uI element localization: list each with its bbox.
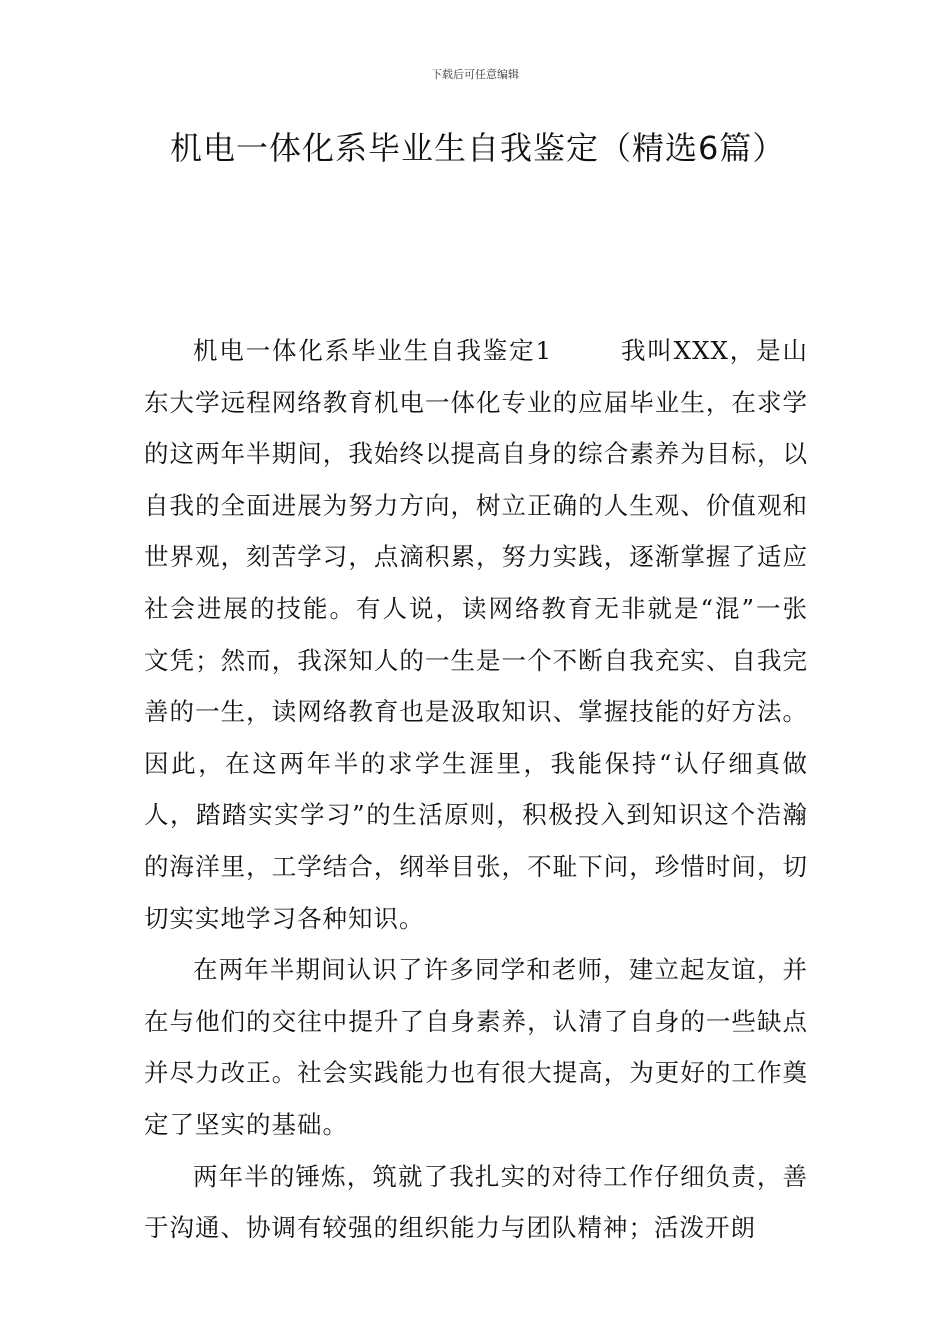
section-heading: 机电一体化系毕业生自我鉴定1 bbox=[193, 336, 553, 365]
paragraph-1-text: 我叫XXX，是山东大学远程网络教育机电一体化专业的应届毕业生，在求学的这两年半期间，我始终以提高自身的综合素养为目标，以自我的全面进展为努力方向，树立正确的人生观、价值观和世界观，刻苦学习，点滴积累，努力实践，逐渐掌握了适应社会进展的技能。有人说，读网络教育无非就是“混”一张文凭；然而，我深知人的一生是一个不断自我充实、自我完善的一生，读网络教育也是汲取知识、掌握技能的好方法。因此，在这两年半的求学生涯里，我能保持“认仔细真做人，踏踏实实学习”的生活原则，积极投入到知识这个浩瀚的海洋里，工学结合，纲举目张，不耻下问，珍惜时间，切切实实地学习各种知识。 bbox=[144, 336, 808, 933]
document-body bbox=[144, 325, 808, 1254]
document-title: 机电一体化系毕业生自我鉴定（精选6篇） bbox=[170, 129, 786, 167]
paragraph-3: 两年半的锤炼，筑就了我扎实的对待工作仔细负责，善于沟通、协调有较强的组织能力与团队精神；活泼开朗 bbox=[144, 1161, 808, 1243]
header-note: 下载后可任意编辑 bbox=[431, 68, 519, 81]
paragraph-2: 在两年半期间认识了许多同学和老师，建立起友谊，并在与他们的交往中提升了自身素养，认清了自身的一些缺点并尽力改正。社会实践能力也有很大提高，为更好的工作奠定了坚实的基础。 bbox=[144, 955, 808, 1139]
paragraph-1 bbox=[144, 325, 808, 944]
